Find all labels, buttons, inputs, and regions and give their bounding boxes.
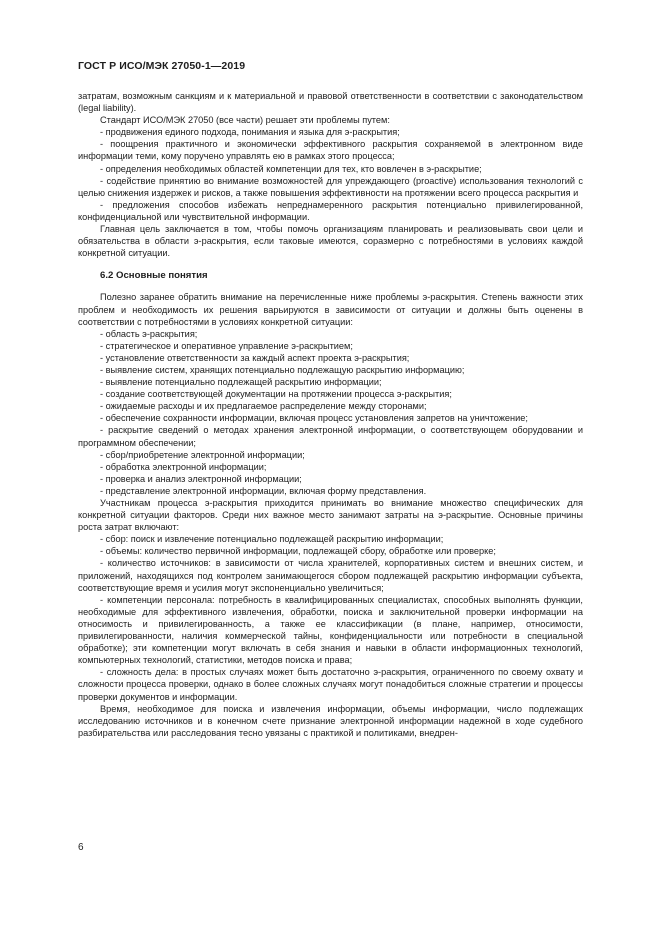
- section-heading: 6.2 Основные понятия: [100, 269, 208, 281]
- list-item: - сбор: поиск и извлечение потенциально подлежащей раскрытию информации;: [100, 534, 444, 545]
- paragraph: Время, необходимое для поиска и извлечения информации, объемы информации, число подлежащих исследованию источников и в конечном счете признание электронной информации надежной в ходе судебного разбирательства или расследования тесно увязаны с практикой и политиками, внедрен-: [78, 703, 583, 738]
- paragraph: Участникам процесса э-раскрытия приходится принимать во внимание множество специфических для конкретной ситуации факторов. Среди них важное место занимают затраты на э-раскрытие. Основные причины роста затрат включают:: [78, 498, 583, 533]
- paragraph: затратам, возможным санкциям и к материальной и правовой ответственности в соответствии с законодательством (legal liability).: [78, 91, 583, 114]
- list-item: - сбор/приобретение электронной информации;: [100, 449, 305, 460]
- list-item: - определения необходимых областей компетенции для тех, кто вовлечен в э-раскрытие;: [100, 163, 482, 174]
- list-item: - содействие принятию во внимание возможностей для упреждающего (proactive) использования технологий с целью снижения издержек и рисков, а также повышения эффективности на протяжении всего процесса раскрытия и: [78, 175, 583, 198]
- page-number: 6: [78, 842, 84, 853]
- list-item: - ожидаемые расходы и их предлагаемое распределение между сторонами;: [100, 401, 427, 412]
- list-item: - область э-раскрытия;: [100, 328, 198, 339]
- list-item: - обработка электронной информации;: [100, 461, 267, 472]
- document-body: [78, 90, 583, 739]
- list-item: - продвижения единого подхода, понимания и языка для э-раскрытия;: [100, 127, 400, 138]
- list-item: - обеспечение сохранности информации, включая процесс установления запретов на уничтожение;: [100, 413, 528, 424]
- list-item: - предложения способов избежать непреднамеренного раскрытия потенциально привилегированной, конфиденциальной или чувствительной информации.: [78, 199, 583, 222]
- list-item: - стратегическое и оперативное управление э-раскрытием;: [100, 340, 353, 351]
- list-item: - установление ответственности за каждый аспект проекта э-раскрытия;: [100, 352, 410, 363]
- list-item: - количество источников: в зависимости от числа хранителей, корпоративных систем и внешних систем, и приложений, находящихся под контролем занимающегося сбором подлежащей раскрытию информации субъекта, соответствующие время и усилия могут экспоненциально увеличиться;: [78, 558, 583, 593]
- list-item: - представление электронной информации, включая форму представления.: [100, 485, 427, 496]
- list-item: - объемы: количество первичной информации, подлежащей сбору, обработке или проверке;: [100, 546, 496, 557]
- paragraph: Полезно заранее обратить внимание на перечисленные ниже проблемы э-раскрытия. Степень важности этих проблем и необходимость их решения варьируются в зависимости от ситуации и должны быть оценены в соответствии с потребностями в условиях конкретной ситуации:: [78, 292, 583, 327]
- list-item: - проверка и анализ электронной информации;: [100, 473, 302, 484]
- list-item: - создание соответствующей документации на протяжении процесса э-раскрытия;: [100, 389, 452, 400]
- paragraph: Стандарт ИСО/МЭК 27050 (все части) решает эти проблемы путем:: [100, 115, 390, 126]
- list-item: - поощрения практичного и экономически эффективного раскрытия сохраняемой в электронном виде информации теми, кому поручено управлять ею в рамках этого процесса;: [78, 139, 583, 162]
- list-item: - выявление систем, хранящих потенциально подлежащую раскрытию информацию;: [100, 364, 465, 375]
- page-header-title: ГОСТ Р ИСО/МЭК 27050-1—2019: [78, 60, 246, 72]
- list-item: - сложность дела: в простых случаях может быть достаточно э-раскрытия, ограниченного по своему охвату и сложности процесса проверки, однако в более сложных случаях могут понадобиться сложные стратегии и процессы проверки документов и информации.: [78, 667, 583, 702]
- paragraph: Главная цель заключается в том, чтобы помочь организациям планировать и реализовывать свои цели и обязательства в области э-раскрытия, если таковые имеются, соразмерно с потребностями в условиях каждой конкретной ситуации.: [78, 224, 583, 259]
- list-item: - выявление потенциально подлежащей раскрытию информации;: [100, 377, 382, 388]
- list-item: - компетенции персонала: потребность в квалифицированных специалистах, способных выполнять функции, необходимые для эффективного извлечения, обработки, поиска и заключительной проверки информации на относимость и привилегированность, а также ее классификации (в плане, например, относимости, привилегированности, наличия коммерческой тайны, конфиденциальности или потребности в специальной обработке); эти компетенции могут включать в себя знания и навыки в области информационных технологий, компьютерных технологий, статистики, методов поиска и права;: [78, 594, 583, 666]
- list-item: - раскрытие сведений о методах хранения электронной информации, о соответствующем оборудовании и программном обеспечении;: [78, 425, 583, 448]
